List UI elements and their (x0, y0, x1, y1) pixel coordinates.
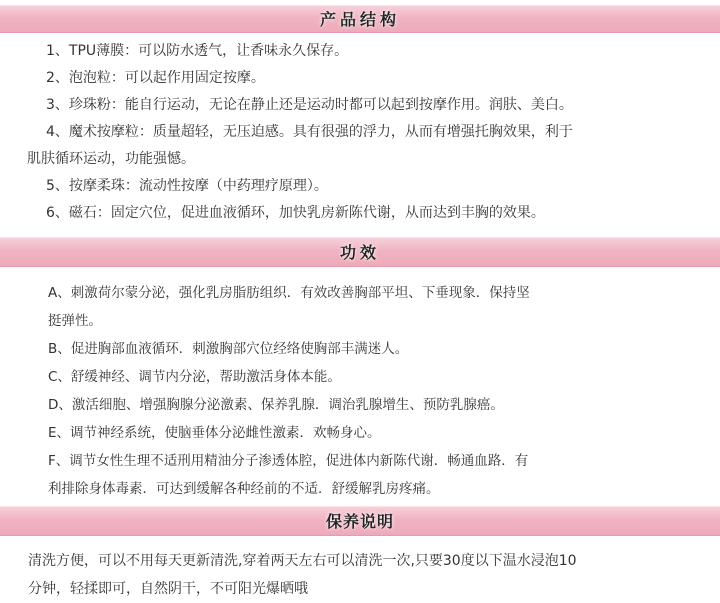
care-header (0, 506, 720, 536)
efficacy-item-b: B、促进胸部血液循环．刺激胸部穴位经络使胸部丰满迷人。 (48, 341, 409, 357)
product-structure-header (0, 5, 720, 33)
efficacy-item-a: A、刺激荷尔蒙分泌，强化乳房脂肪组织．有效改善胸部平坦、下垂现象．保持坚 (48, 285, 530, 301)
care-line-1: 清洗方便，可以不用每天更新清洗,穿着两天左右可以清洗一次,只要30度以下温水浸泡10 (28, 553, 577, 569)
care-title: 保养说明 (325, 512, 394, 531)
efficacy-list (0, 279, 720, 503)
structure-item-5: 5、按摩柔珠：流动性按摩（中药理疗原理）。 (46, 178, 328, 194)
product-structure-list (0, 38, 720, 227)
efficacy-item-f-cont: 利排除身体毒素．可达到缓解各种经前的不适．舒缓解乳房疼痛。 (48, 481, 440, 497)
efficacy-item-f: F、调节女性生理不适刑用精油分子渗透体腔，促进体内新陈代谢．畅通血路．有 (48, 453, 529, 469)
structure-item-4-cont: 肌肤循环运动，功能强憾。 (27, 151, 195, 167)
structure-item-1: 1、TPU薄膜：可以防水透气，让香味永久保存。 (46, 43, 349, 59)
structure-item-6: 6、磁石：固定穴位，促进血液循环，加快乳房新陈代谢，从而达到丰胸的效果。 (46, 205, 545, 221)
structure-item-2: 2、泡泡粒：可以起作用固定按摩。 (46, 70, 265, 86)
efficacy-header (0, 237, 720, 267)
efficacy-item-c: C、舒缓神经、调节内分泌，帮助激活身体本能。 (48, 369, 341, 385)
efficacy-title: 功效 (339, 243, 380, 262)
efficacy-item-d: D、激活细胞、增强胸腺分泌激素、保养乳腺．调治乳腺增生、预防乳腺癌。 (48, 397, 504, 413)
efficacy-item-a-cont: 挺弹性。 (48, 313, 102, 329)
care-line-2: 分钟，轻揉即可，自然阴干，不可阳光爆晒哦 (28, 581, 308, 597)
structure-item-4: 4、魔术按摩粒：质量超轻，无压迫感。具有很强的浮力，从而有增强托胸效果，利于 (46, 124, 573, 140)
structure-item-3: 3、珍珠粉：能自行运动，无论在静止还是运动时都可以起到按摩作用。润肤、美白。 (46, 97, 573, 113)
product-structure-title: 产品结构 (319, 10, 400, 29)
care-instructions (0, 547, 720, 603)
efficacy-item-e: E、调节神经系统，使脑垂体分泌雌性激素．欢畅身心。 (48, 425, 381, 441)
